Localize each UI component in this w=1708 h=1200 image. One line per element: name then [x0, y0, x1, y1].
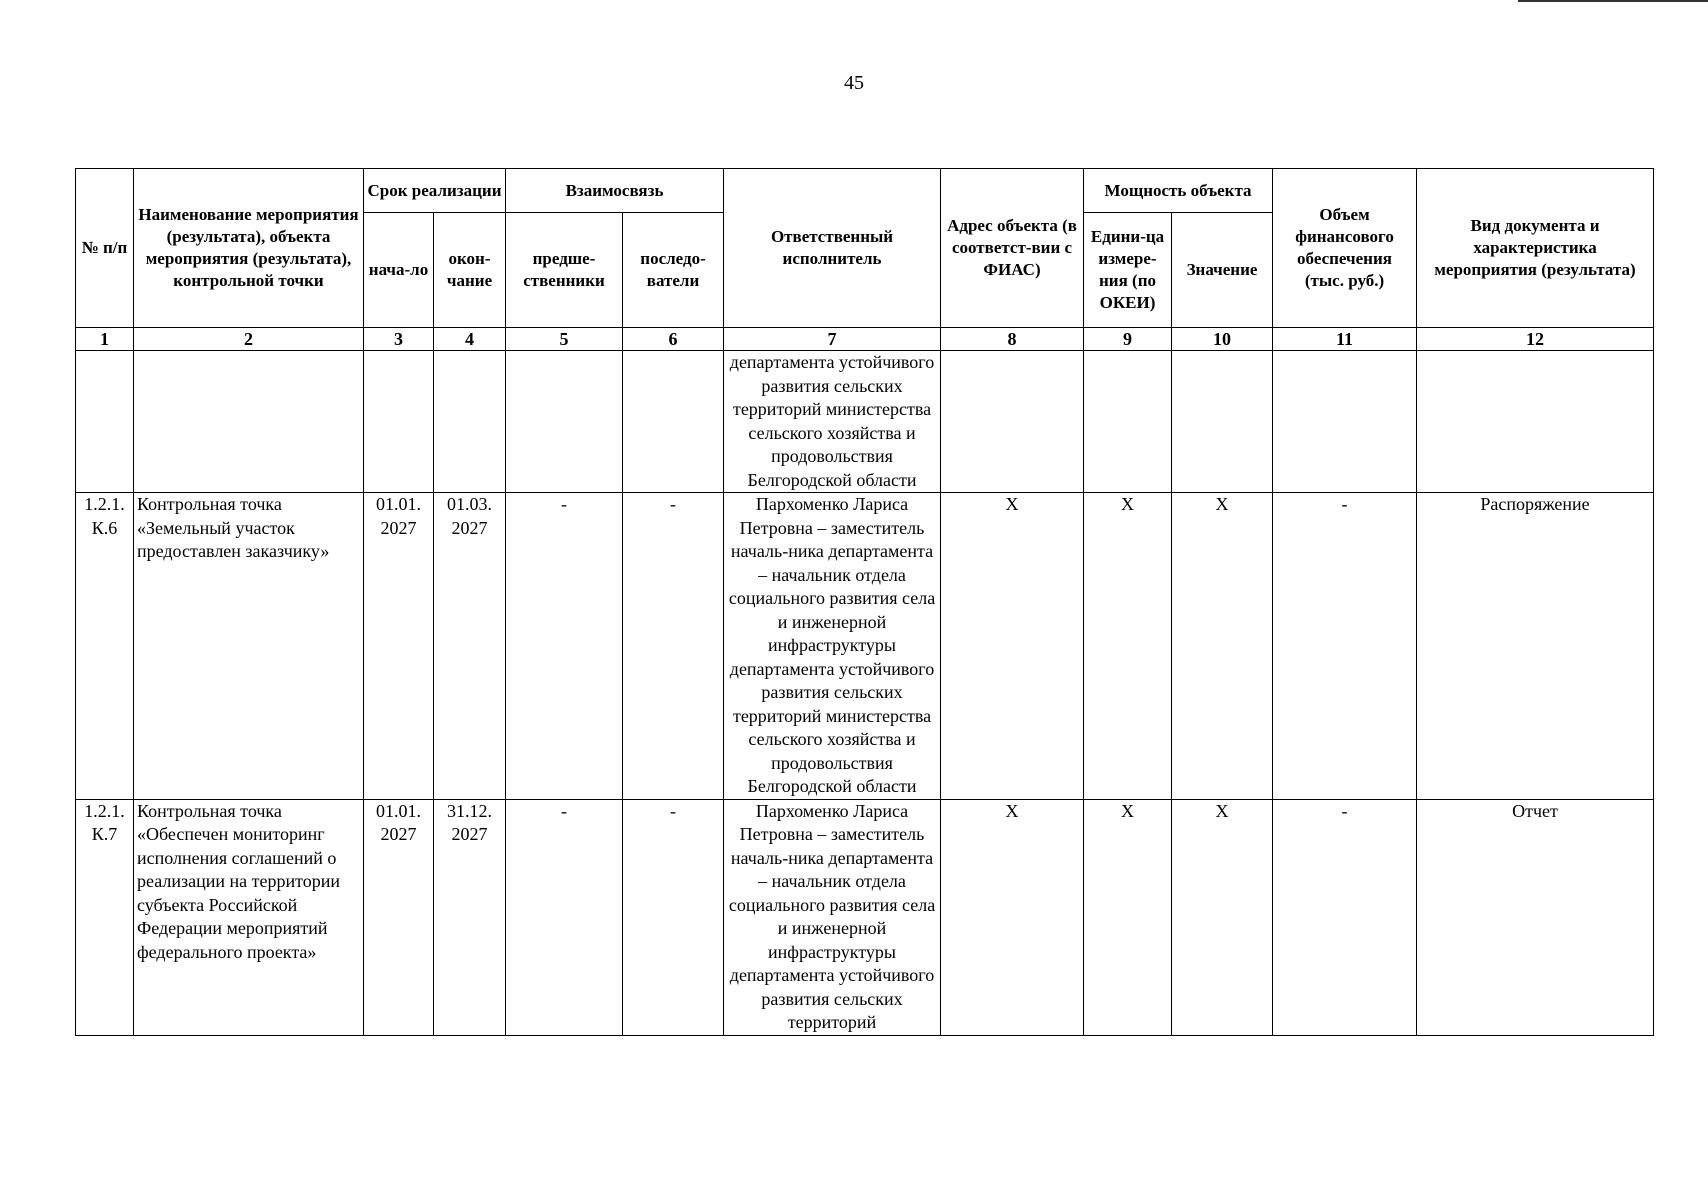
table-row — [76, 799, 1654, 1035]
row-doc: Отчет — [1417, 799, 1654, 1035]
table-row — [76, 351, 1654, 493]
row-unit — [1084, 351, 1172, 493]
row-name: Контрольная точка «Обеспечен мониторинг исполнения соглашений о реализации на территории субъекта Российской Федерации мероприятий федерального проекта» — [134, 799, 364, 1035]
row-end — [434, 351, 506, 493]
header-finance: Объем финансового обеспечения (тыс. руб.) — [1273, 169, 1417, 328]
row-doc: Распоряжение — [1417, 493, 1654, 800]
row-name — [134, 351, 364, 493]
top-edge-rule — [1518, 0, 1708, 2]
header-term-group: Срок реализации — [364, 169, 506, 213]
row-next — [623, 351, 724, 493]
row-address — [941, 351, 1084, 493]
header-link-next: последо-ватели — [623, 213, 724, 328]
row-prev: - — [506, 493, 623, 800]
row-value: X — [1172, 493, 1273, 800]
column-number: 9 — [1084, 328, 1172, 351]
row-unit: X — [1084, 799, 1172, 1035]
column-number: 11 — [1273, 328, 1417, 351]
column-number: 8 — [941, 328, 1084, 351]
column-number: 12 — [1417, 328, 1654, 351]
column-number: 1 — [76, 328, 134, 351]
column-number: 5 — [506, 328, 623, 351]
header-link-group: Взаимосвязь — [506, 169, 724, 213]
row-finance — [1273, 351, 1417, 493]
row-responsible: департамента устойчивого развития сельских территорий министерства сельского хозяйства и продовольствия Белгородской области — [724, 351, 941, 493]
row-address: X — [941, 799, 1084, 1035]
row-number: 1.2.1. К.7 — [76, 799, 134, 1035]
column-number: 2 — [134, 328, 364, 351]
row-start — [364, 351, 434, 493]
row-finance: - — [1273, 493, 1417, 800]
page-number: 45 — [844, 72, 864, 94]
row-address: X — [941, 493, 1084, 800]
header-term-end: окон-чание — [434, 213, 506, 328]
header-address: Адрес объекта (в соответст-вии с ФИАС) — [941, 169, 1084, 328]
row-number: 1.2.1. К.6 — [76, 493, 134, 800]
column-number: 10 — [1172, 328, 1273, 351]
column-number-row — [76, 328, 1654, 351]
measures-table — [75, 168, 1654, 1036]
row-prev — [506, 351, 623, 493]
row-responsible: Пархоменко Лариса Петровна – заместитель началь-ника департамента – начальник отдела социального развития села и инженерной инфраструктуры департамента устойчивого развития сельских территорий — [724, 799, 941, 1035]
header-link-prev: предше-ственники — [506, 213, 623, 328]
header-number: № п/п — [76, 169, 134, 328]
column-number: 3 — [364, 328, 434, 351]
row-unit: X — [1084, 493, 1172, 800]
row-name: Контрольная точка «Земельный участок предоставлен заказчику» — [134, 493, 364, 800]
row-doc — [1417, 351, 1654, 493]
header-term-start: нача-ло — [364, 213, 434, 328]
row-finance: - — [1273, 799, 1417, 1035]
row-start: 01.01. 2027 — [364, 799, 434, 1035]
header-unit: Едини-ца измере-ния (по ОКЕИ) — [1084, 213, 1172, 328]
header-doc-type: Вид документа и характеристика мероприятия (результата) — [1417, 169, 1654, 328]
row-value: X — [1172, 799, 1273, 1035]
column-number: 7 — [724, 328, 941, 351]
column-number: 4 — [434, 328, 506, 351]
row-next: - — [623, 799, 724, 1035]
row-value — [1172, 351, 1273, 493]
row-start: 01.01. 2027 — [364, 493, 434, 800]
row-prev: - — [506, 799, 623, 1035]
row-next: - — [623, 493, 724, 800]
column-number: 6 — [623, 328, 724, 351]
table-row — [76, 493, 1654, 800]
row-end: 01.03. 2027 — [434, 493, 506, 800]
header-name: Наименование мероприятия (результата), объекта мероприятия (результата), контрольной точки — [134, 169, 364, 328]
row-end: 31.12. 2027 — [434, 799, 506, 1035]
row-number — [76, 351, 134, 493]
row-responsible: Пархоменко Лариса Петровна – заместитель началь-ника департамента – начальник отдела социального развития села и инженерной инфраструктуры департамента устойчивого развития сельских территорий министерства сельского хозяйства и продовольствия Белгородской области — [724, 493, 941, 800]
header-capacity-group: Мощность объекта — [1084, 169, 1273, 213]
header-responsible: Ответственный исполнитель — [724, 169, 941, 328]
header-value: Значение — [1172, 213, 1273, 328]
